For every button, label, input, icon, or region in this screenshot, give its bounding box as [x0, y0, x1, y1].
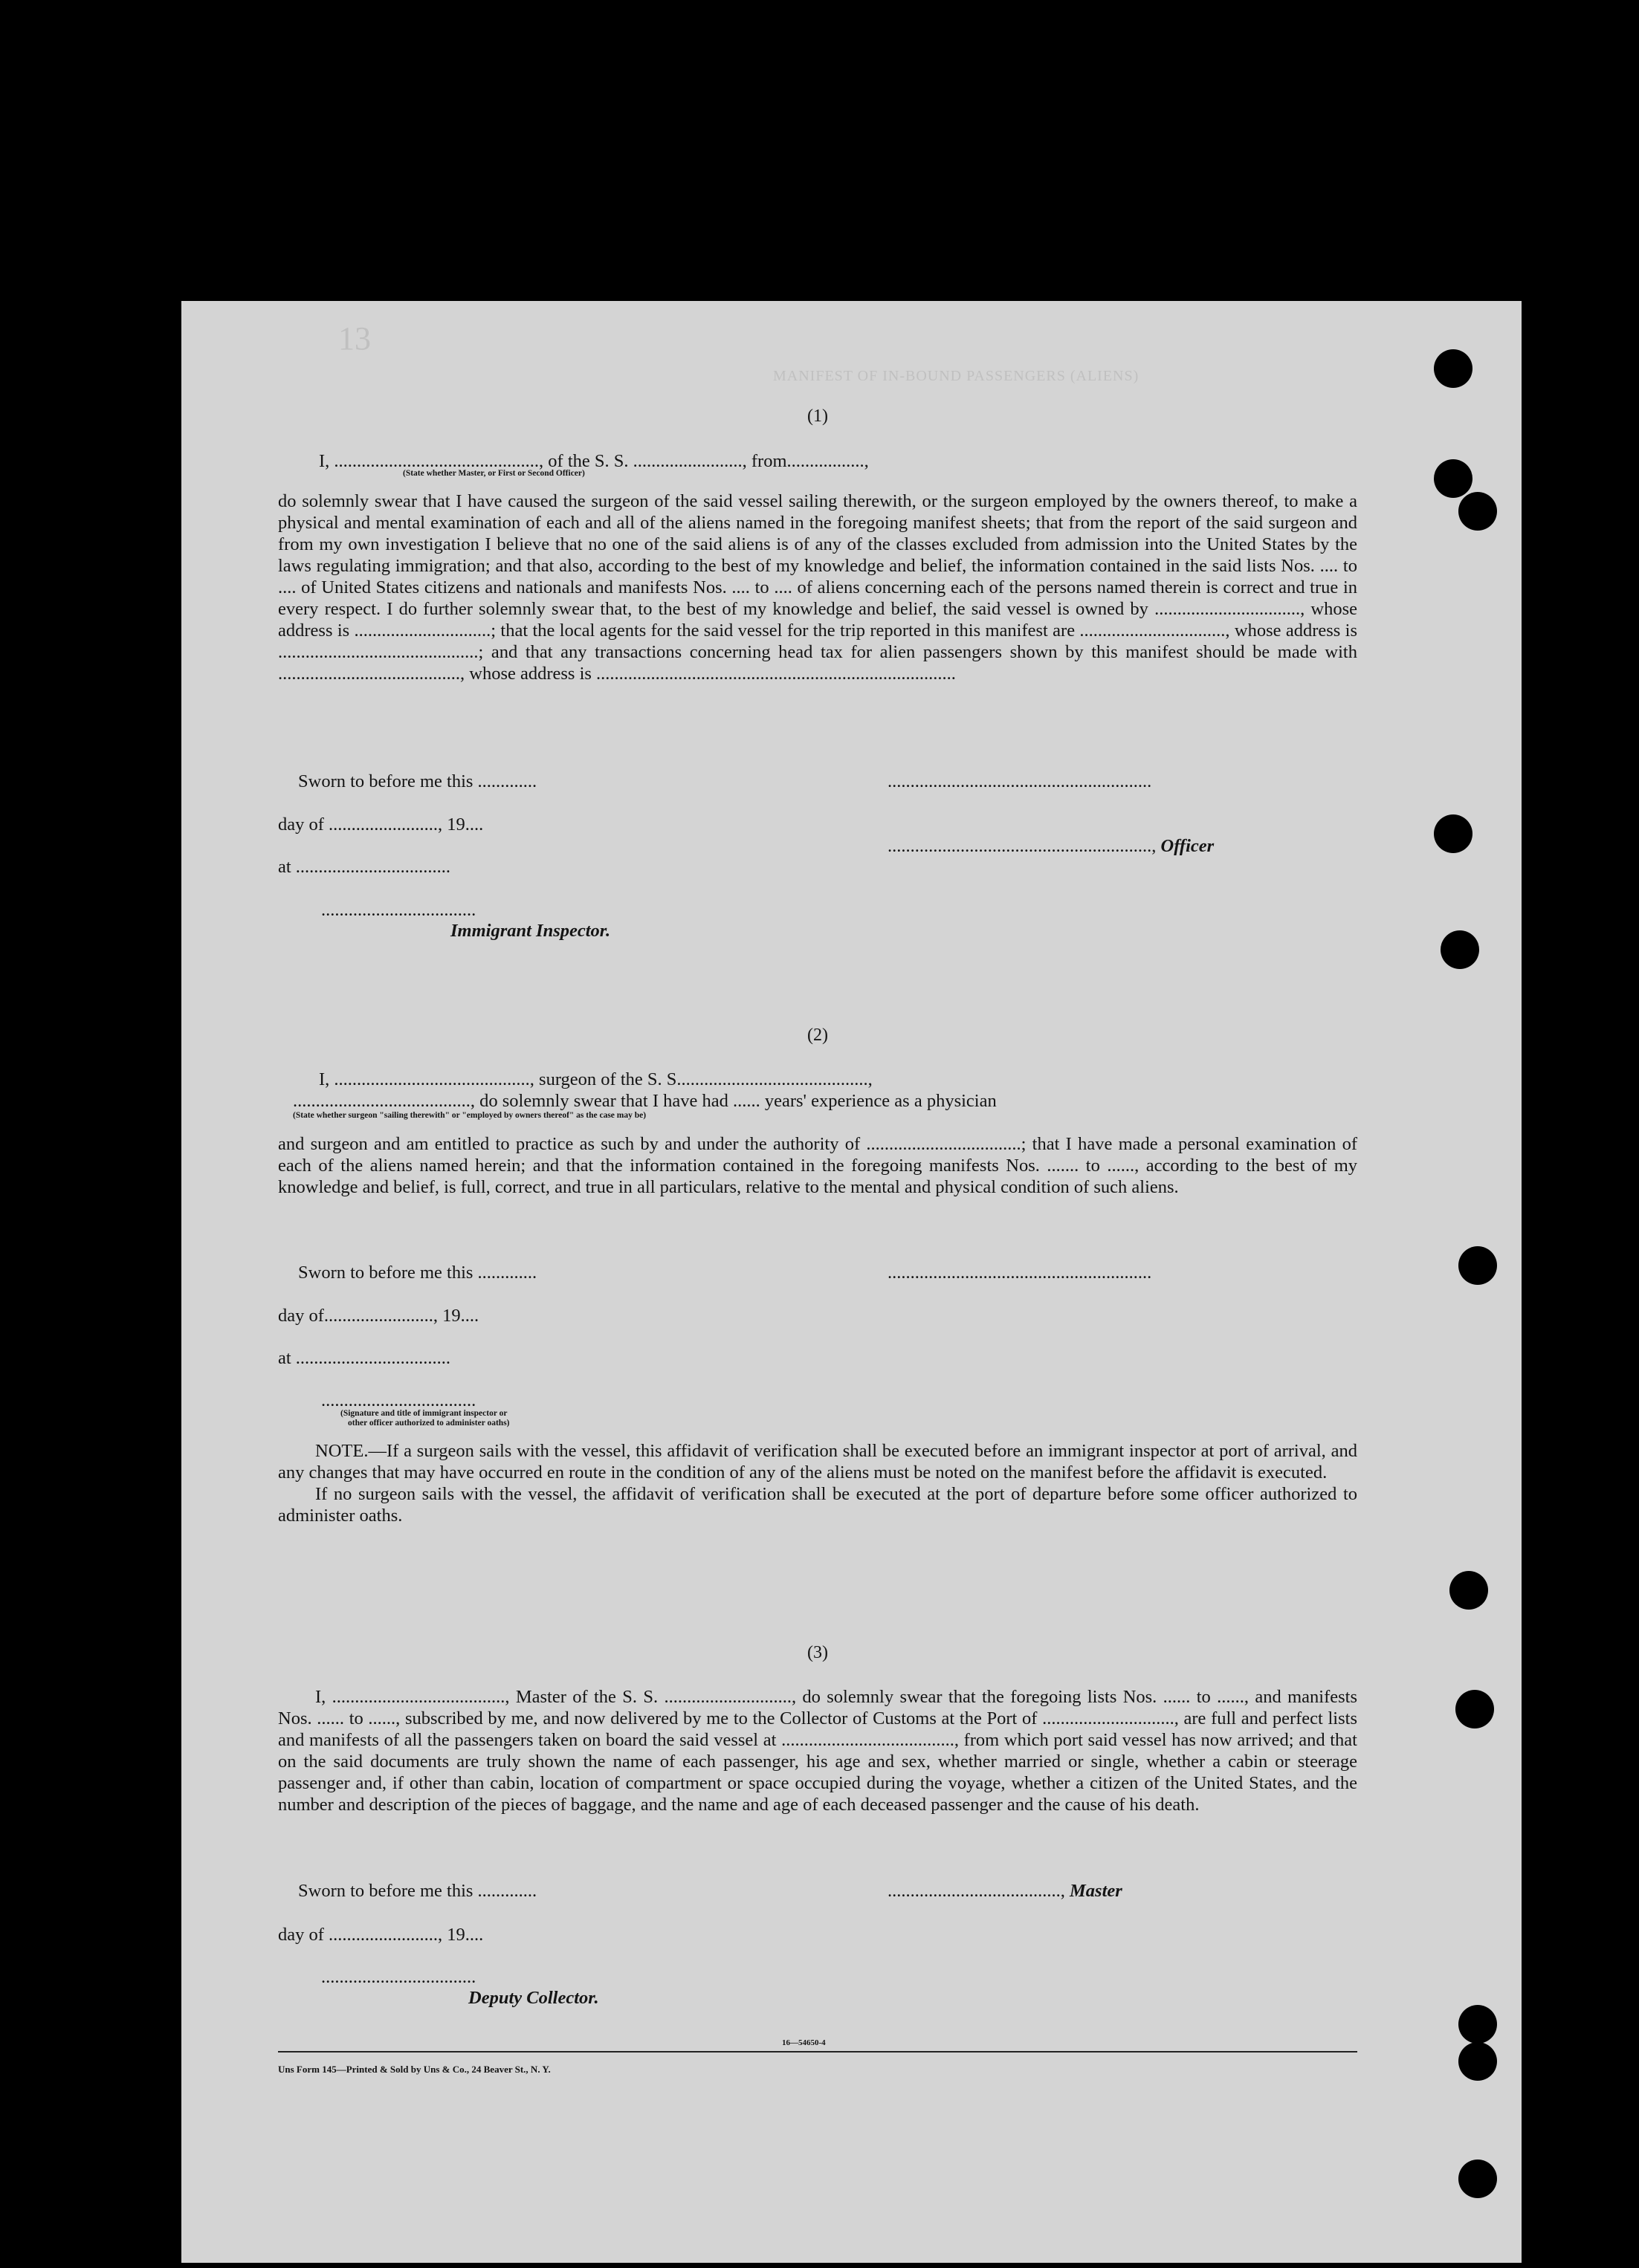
footer-rule: [278, 2051, 1357, 2052]
section-2-day: day of........................, 19....: [278, 1306, 479, 1326]
section-2-line-1: I, ..........................................., surgeon of the S. S..........................................,: [319, 1069, 873, 1089]
punch-hole: [1458, 1246, 1497, 1285]
section-1-right-line: ..........................................................: [888, 771, 1152, 791]
punch-hole: [1458, 2005, 1497, 2044]
section-3-number: (3): [807, 1643, 828, 1662]
punch-hole: [1434, 349, 1472, 388]
section-2-note-1: NOTE.—If a surgeon sails with the vessel, this affidavit of verification shall be executed before an immigrant inspector at port of arrival, and any changes that may have occurred en route in the condition of any of the aliens must be noted on the manifest before the affidavit is executed.: [278, 1441, 1357, 1483]
section-1-body-text: do solemnly swear that I have caused the surgeon of the said vessel sailing therewith, or the surgeon employed by the owners thereof, to make a physical and mental examination of each and all of the aliens named in the foregoing manifest sheets; that from the report of the said surgeon and from my own investigation I believe that no one of the said aliens is of any of the classes excluded from admission into the United States by the laws regulating immigration; and that also, according to the best of my knowledge and belief, the information contained in the said lists Nos. .... to .... of United States citizens and nationals and manifests Nos. .... to .... of aliens concerning each of the persons named therein is correct and true in every respect. I do further solemnly swear that, to the best of my knowledge and belief, the said vessel is owned by ................................, whose address is ..............................; that the local agents for the said vessel for the trip reported in this manifest are ................................, whose address is ............................................; and that any transactions concerning head tax for alien passengers shown by this manifest should be made with ........................................, whose address is ...............................................................................: [278, 491, 1357, 684]
punch-hole: [1434, 459, 1472, 498]
punch-hole: [1458, 2042, 1497, 2081]
punch-hole: [1441, 930, 1479, 969]
section-3-master-line: [888, 1880, 1122, 1902]
section-2-number: (2): [807, 1026, 828, 1045]
section-3-sworn: Sworn to before me this .............: [298, 1881, 537, 1901]
section-2-signature-note-2: other officer authorized to administer oaths): [348, 1419, 510, 1428]
section-1-sworn: Sworn to before me this .............: [298, 771, 537, 791]
section-3-deputy-collector: Deputy Collector.: [468, 1988, 599, 2008]
section-3-body-text: I, ......................................, Master of the S. S. ............................, do solemnly swear that the foregoing lists Nos. ...... to ......, and manifests Nos. ...... to ......, subscribed by me, and now delivered by me to the Collector of Customs at the Port of ............................., are full and perfect lists and manifests of all the passengers taken on board the said vessel at ......................................, from which port said vessel has now arrived; and that on the said documents are truly shown the name of each passenger, his age and sex, whether married or single, whether a cabin or steerage passenger and, if other than cabin, location of compartment or space occupied during the voyage, whether a citizen of the United States, and the number and description of the pieces of baggage, and the name and age of each deceased passenger and the cause of his death.: [278, 1687, 1357, 1815]
punch-hole: [1449, 1571, 1488, 1610]
section-1-at: at ..................................: [278, 857, 451, 877]
section-3-body: [278, 1686, 1357, 1815]
section-1-signature-line: ..................................: [321, 900, 476, 920]
section-2-signature-line: ..................................: [321, 1390, 476, 1410]
section-3-signature-line: ..................................: [321, 1967, 476, 1987]
section-2-signature-note-1: (Signature and title of immigrant inspector or: [340, 1409, 508, 1418]
section-1-line-1-note: (State whether Master, or First or Second Officer): [403, 469, 585, 478]
section-2-body: [278, 1133, 1357, 1198]
section-3-master-label: Master: [1070, 1881, 1122, 1901]
section-1-officer-label: Officer: [1160, 836, 1215, 856]
section-2-body-text: and surgeon and am entitled to practice as such by and under the authority of ..................................; that I have made a personal examination of each of the aliens named herein; and that the information contained in the foregoing manifests Nos. ....... to ......, according to the best of my knowledge and belief, is full, correct, and true in all particulars, relative to the mental and physical condition of such aliens.: [278, 1134, 1357, 1197]
section-1-officer-line: [888, 835, 1214, 857]
form-code: 16—54650-4: [782, 2038, 826, 2047]
section-1-day: day of ........................, 19....: [278, 814, 484, 835]
punch-hole: [1458, 492, 1497, 531]
punch-hole: [1458, 2160, 1497, 2198]
section-3-day: day of ........................, 19....: [278, 1925, 484, 1945]
section-2-line-2: ......................................., do solemnly swear that I have had ...... years' experience as a physician: [293, 1091, 997, 1111]
section-2-at: at ..................................: [278, 1348, 451, 1368]
section-2-line-2-note: (State whether surgeon "sailing therewith" or "employed by owners thereof" as the case may be): [293, 1111, 647, 1120]
punch-hole: [1434, 814, 1472, 853]
ghost-page-number: 13: [338, 320, 371, 357]
section-2-sworn: Sworn to before me this .............: [298, 1263, 537, 1283]
section-1-body: [278, 490, 1357, 684]
ghost-header: MANIFEST OF IN-BOUND PASSENGERS (ALIENS): [773, 368, 1139, 384]
section-2-note-2: If no surgeon sails with the vessel, the affidavit of verification shall be executed at the port of departure before some officer authorized to administer oaths.: [278, 1484, 1357, 1526]
punch-hole: [1455, 1690, 1494, 1728]
section-1-line-1: I, ............................................., of the S. S. ........................, from.................,: [319, 451, 869, 471]
section-2-notes: [278, 1440, 1357, 1526]
section-2-right-line: ..........................................................: [888, 1263, 1152, 1283]
section-1-immigrant-inspector: Immigrant Inspector.: [450, 921, 611, 941]
section-1-officer-dots: ..........................................................,: [888, 836, 1157, 856]
section-3-master-dots: ......................................,: [888, 1881, 1065, 1901]
printer-footer: Uns Form 145—Printed & Sold by Uns & Co., 24 Beaver St., N. Y.: [278, 2064, 551, 2075]
section-1-number: (1): [807, 406, 828, 426]
